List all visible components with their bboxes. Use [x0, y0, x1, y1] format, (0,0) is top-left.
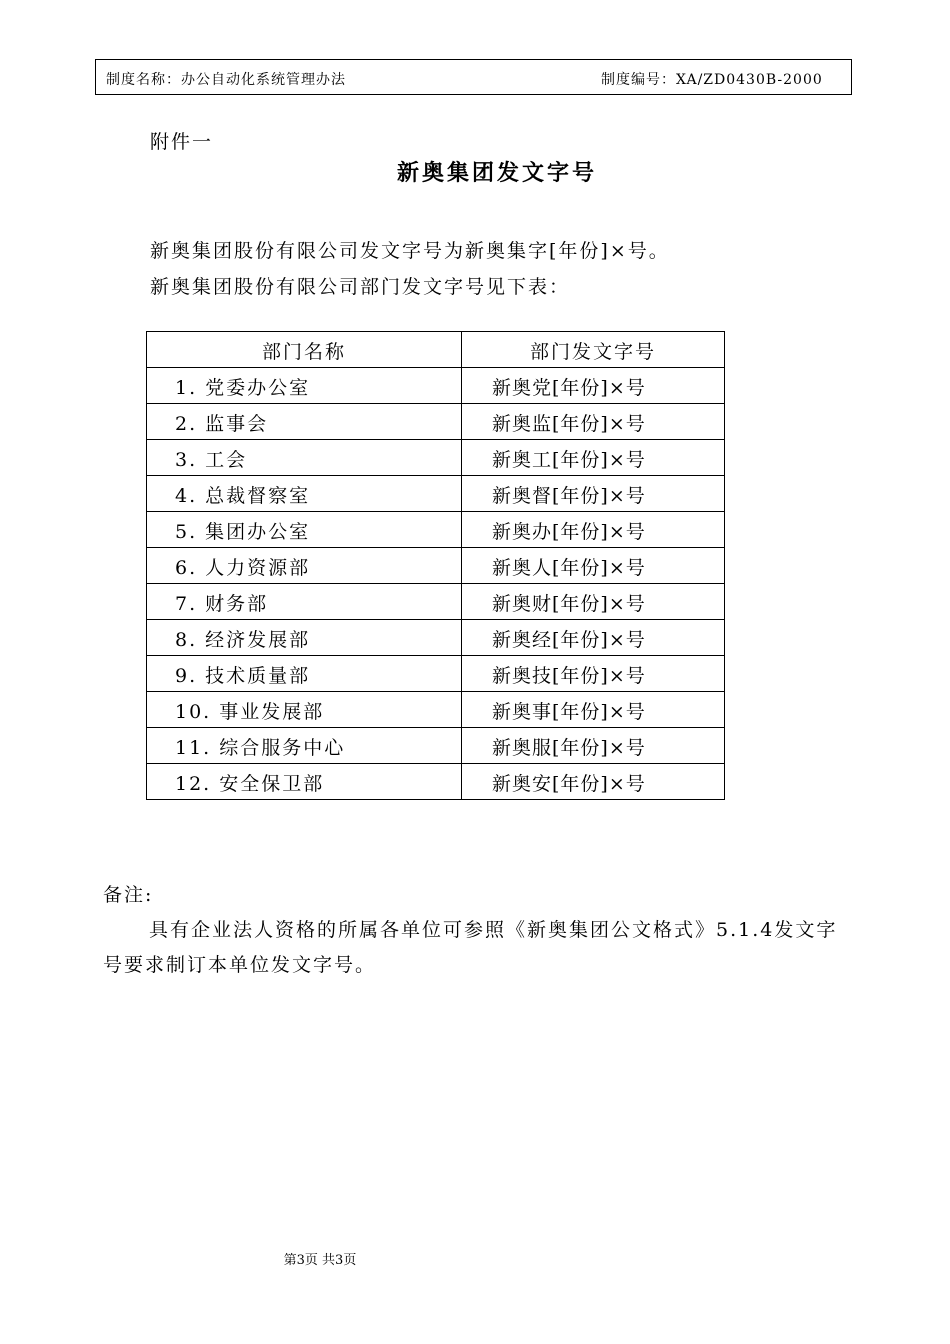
note-text: 具有企业法人资格的所属各单位可参照《新奥集团公文格式》5.1.4发文字号要求制订本单位发文字号。: [103, 919, 838, 976]
regulation-name: 制度名称：办公自动化系统管理办法: [106, 72, 346, 88]
paragraph-group-code: 新奥集团股份有限公司发文字号为新奥集字[年份]×号。: [150, 240, 670, 262]
table-header-row: [147, 332, 725, 368]
header-dept-name: 部门名称: [147, 332, 462, 368]
table-row: [147, 620, 725, 656]
page-title: 新奥集团发文字号: [396, 160, 597, 186]
dept-name-cell: 3. 工会: [147, 440, 462, 476]
table-row: [147, 368, 725, 404]
dept-code-cell: 新奥党[年份]×号: [462, 368, 725, 404]
table-row: [147, 584, 725, 620]
page-number-footer: 第3页 共3页: [283, 1253, 357, 1268]
table-row: [147, 404, 725, 440]
dept-name-cell: 10. 事业发展部: [147, 692, 462, 728]
table-row: [147, 728, 725, 764]
dept-code-cell: 新奥技[年份]×号: [462, 656, 725, 692]
table-row: [147, 476, 725, 512]
table-row: [147, 548, 725, 584]
header-dept-code: 部门发文字号: [462, 332, 725, 368]
dept-name-cell: 2. 监事会: [147, 404, 462, 440]
dept-name-cell: 12. 安全保卫部: [147, 764, 462, 800]
dept-name-cell: 7. 财务部: [147, 584, 462, 620]
dept-name-cell: 8. 经济发展部: [147, 620, 462, 656]
dept-code-cell: 新奥服[年份]×号: [462, 728, 725, 764]
dept-name-cell: 9. 技术质量部: [147, 656, 462, 692]
dept-code-cell: 新奥人[年份]×号: [462, 548, 725, 584]
dept-code-cell: 新奥办[年份]×号: [462, 512, 725, 548]
department-code-table: [146, 331, 725, 800]
dept-name-cell: 11. 综合服务中心: [147, 728, 462, 764]
paragraph-dept-intro: 新奥集团股份有限公司部门发文字号见下表：: [150, 276, 571, 298]
document-header: [95, 59, 852, 95]
note-label: 备注:: [103, 884, 154, 906]
dept-code-cell: 新奥财[年份]×号: [462, 584, 725, 620]
dept-code-cell: 新奥安[年份]×号: [462, 764, 725, 800]
dept-code-cell: 新奥经[年份]×号: [462, 620, 725, 656]
dept-code-cell: 新奥监[年份]×号: [462, 404, 725, 440]
table-row: [147, 440, 725, 476]
dept-code-cell: 新奥督[年份]×号: [462, 476, 725, 512]
dept-name-cell: 5. 集团办公室: [147, 512, 462, 548]
annex-label: 附件一: [150, 131, 214, 153]
table-row: [147, 656, 725, 692]
dept-name-cell: 1. 党委办公室: [147, 368, 462, 404]
table-row: [147, 764, 725, 800]
dept-code-cell: 新奥事[年份]×号: [462, 692, 725, 728]
regulation-number: 制度编号：XA/ZD0430B-2000: [601, 72, 823, 88]
table-row: [147, 692, 725, 728]
table-row: [147, 512, 725, 548]
dept-code-cell: 新奥工[年份]×号: [462, 440, 725, 476]
dept-name-cell: 4. 总裁督察室: [147, 476, 462, 512]
dept-name-cell: 6. 人力资源部: [147, 548, 462, 584]
